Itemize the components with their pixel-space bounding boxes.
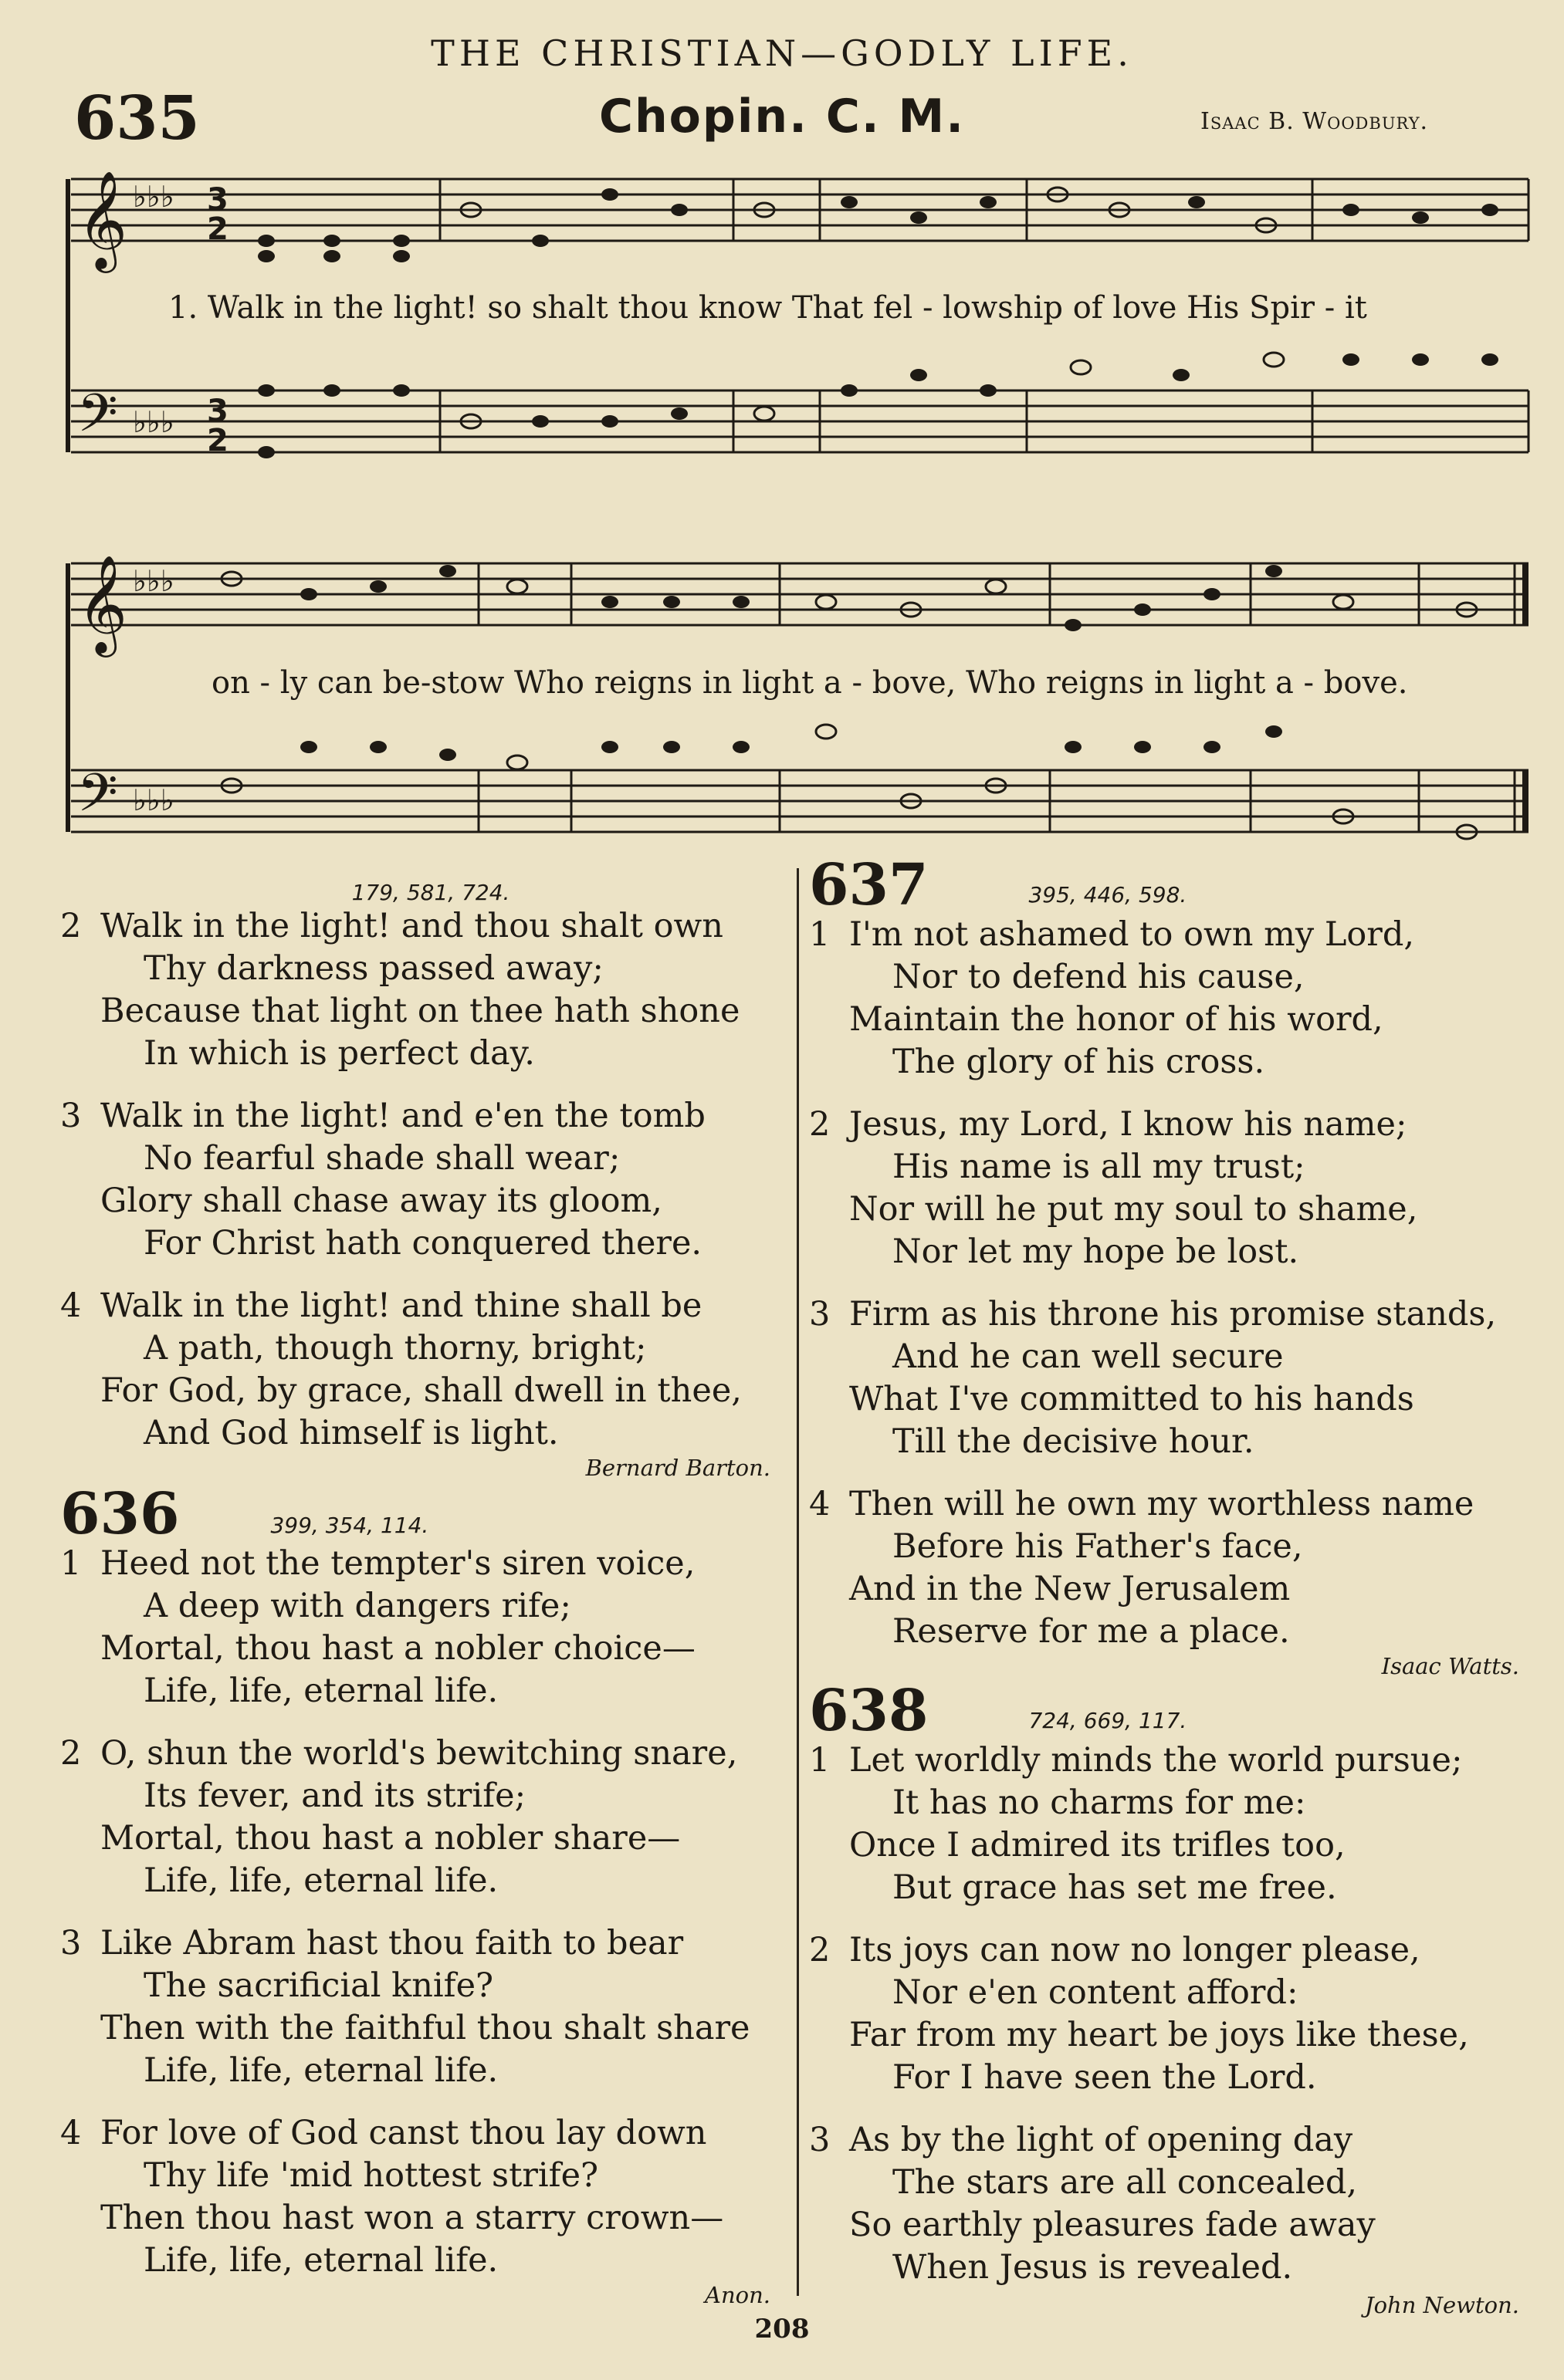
verse-line	[60, 1327, 770, 1370]
verse-line	[809, 1483, 1519, 1526]
verse-line	[809, 1611, 1519, 1653]
column-divider	[797, 868, 799, 2296]
verse-line	[809, 2119, 1519, 2162]
verse-number: 1	[809, 1741, 831, 1780]
verse-line	[60, 1628, 770, 1670]
verse-number: 3	[60, 1924, 82, 1962]
verse-text: Life, life, eternal life.	[144, 2051, 499, 2090]
verse-line	[809, 1824, 1519, 1867]
verse-text: A deep with dangers rife;	[144, 1587, 571, 1625]
verse-line	[809, 1231, 1519, 1273]
verse-text: Far from my heart be joys like these,	[849, 2016, 1469, 2054]
verse-text: Mortal, thou hast a nobler share—	[100, 1819, 681, 1858]
verse-number: 2	[60, 1734, 82, 1773]
svg-text:𝄞: 𝄞	[77, 554, 128, 653]
verse-text: Nor will he put my soul to shame,	[849, 1190, 1418, 1229]
verse-text: What I've committed to his hands	[849, 1380, 1414, 1418]
hymn-637-refs: 395, 446, 598.	[1028, 882, 1187, 908]
verse-line	[60, 2007, 770, 2050]
clefs	[77, 170, 229, 837]
page-number: 208	[754, 2314, 810, 2345]
music-lyrics-system-1: 1. Walk in the light! so shalt thou know That fel - lowship of love His Spir - it	[168, 290, 1367, 326]
svg-text:2: 2	[207, 211, 229, 247]
verse-text: Thy darkness passed away;	[144, 949, 604, 988]
verse-text: Jesus, my Lord, I know his name;	[849, 1105, 1407, 1144]
verse-line	[60, 1222, 770, 1265]
svg-text:𝄢: 𝄢	[77, 763, 118, 837]
verse-text: Maintain the honor of his word,	[849, 1000, 1383, 1039]
music-lyrics-system-2: on - ly can be-stow Who reigns in light a - bove, Who reigns in light a - bove.	[212, 665, 1408, 701]
verse-text: Like Abram hast thou faith to bear	[100, 1924, 684, 1962]
stanza	[809, 1104, 1519, 1273]
verse-line	[60, 1817, 770, 1860]
verse-line	[60, 1033, 770, 1075]
verse-line	[809, 1867, 1519, 1909]
verse-number: 3	[809, 2121, 831, 2159]
hymn-637-number: 637	[809, 852, 929, 918]
verse-line	[60, 2050, 770, 2092]
verse-text: His name is all my trust;	[892, 1148, 1305, 1186]
verse-text: As by the light of opening day	[849, 2121, 1353, 2159]
verse-line	[60, 1860, 770, 1902]
hymn-637-author: Isaac Watts.	[1381, 1653, 1519, 1679]
verse-line	[809, 1782, 1519, 1824]
verse-text: So earthly pleasures fade away	[849, 2206, 1376, 2244]
verse-line	[60, 990, 770, 1033]
verse-line	[809, 1739, 1519, 1782]
verse-text: Walk in the light! and thou shalt own	[100, 907, 723, 945]
verse-number: 2	[809, 1105, 831, 1144]
verse-number: 2	[60, 907, 82, 945]
verse-line	[809, 1293, 1519, 1336]
verse-text: A path, though thorny, bright;	[144, 1329, 647, 1367]
verse-line	[809, 1041, 1519, 1084]
verse-line	[809, 2014, 1519, 2057]
verse-text: For God, by grace, shall dwell in thee,	[100, 1371, 742, 1410]
verse-text: And God himself is light.	[144, 1414, 559, 1452]
stanza	[60, 2112, 770, 2282]
verse-number: 4	[60, 1286, 82, 1325]
svg-text:𝄢: 𝄢	[77, 384, 118, 457]
verse-line	[809, 914, 1519, 956]
verse-line	[60, 1138, 770, 1180]
stanza	[60, 1733, 770, 1902]
verse-text: Life, life, eternal life.	[144, 1672, 499, 1710]
hymn-635-refs: 179, 581, 724.	[351, 880, 510, 905]
hymn-636-header	[60, 1481, 770, 1547]
svg-text:𝄞: 𝄞	[77, 170, 128, 269]
verse-text: Walk in the light! and e'en the tomb	[100, 1097, 706, 1135]
verse-line	[809, 1146, 1519, 1188]
verse-line	[809, 1526, 1519, 1568]
verse-number: 2	[809, 1931, 831, 1969]
verse-line	[60, 1775, 770, 1817]
verse-text: Then will he own my worthless name	[849, 1485, 1474, 1523]
verse-line	[60, 2240, 770, 2282]
verse-number: 4	[809, 1485, 831, 1523]
tune-title: Chopin. C. M.	[598, 90, 966, 144]
music-score	[0, 0, 1564, 849]
verse-text: Mortal, thou hast a nobler choice—	[100, 1629, 696, 1668]
verse-text: The sacrificial knife?	[144, 1966, 494, 2005]
verse-text: Life, life, eternal life.	[144, 2241, 499, 2280]
svg-text:2: 2	[207, 423, 229, 458]
verse-text: Till the decisive hour.	[892, 1422, 1254, 1461]
verse-line	[809, 2246, 1519, 2289]
verse-line	[60, 1922, 770, 1965]
composer: Isaac B. Woodbury.	[1200, 108, 1429, 135]
hymn-638-header	[809, 1678, 1519, 1744]
verse-line	[60, 948, 770, 990]
verse-line	[809, 1421, 1519, 1463]
running-head: THE CHRISTIAN—GODLY LIFE.	[431, 32, 1133, 74]
verse-line	[809, 1929, 1519, 1972]
stanza	[60, 1095, 770, 1265]
verse-number: 3	[809, 1295, 831, 1334]
verse-text: Life, life, eternal life.	[144, 1861, 499, 1900]
verse-line	[809, 1972, 1519, 2014]
verse-text: Reserve for me a place.	[892, 1612, 1290, 1651]
verse-number: 3	[60, 1097, 82, 1135]
hymn-635-author: Bernard Barton.	[585, 1455, 770, 1481]
verse-line	[809, 2204, 1519, 2246]
stanza	[809, 1293, 1519, 1463]
verse-text: Heed not the tempter's siren voice,	[100, 1544, 696, 1583]
verse-line	[60, 1585, 770, 1628]
verse-line	[60, 2197, 770, 2240]
verse-text: It has no charms for me:	[892, 1783, 1306, 1822]
verse-line	[60, 2112, 770, 2155]
verse-text: When Jesus is revealed.	[892, 2248, 1293, 2287]
verse-line	[60, 1412, 770, 1455]
verse-line	[60, 1285, 770, 1327]
hymn-636-verses	[60, 1543, 770, 2282]
verse-text: But grace has set me free.	[892, 1868, 1337, 1907]
verse-text: And he can well secure	[892, 1337, 1284, 1376]
verse-line	[60, 1670, 770, 1712]
verse-number: 4	[60, 2114, 82, 2152]
stanza	[809, 1483, 1519, 1653]
verse-text: Then thou hast won a starry crown—	[100, 2199, 724, 2237]
stanza	[809, 1739, 1519, 1909]
stanza	[809, 2119, 1519, 2289]
verse-text: In which is perfect day.	[144, 1034, 535, 1073]
verse-text: The stars are all concealed,	[892, 2163, 1358, 2202]
verse-line	[809, 1336, 1519, 1378]
svg-text:♭♭♭: ♭♭♭	[133, 564, 174, 598]
verse-text: For Christ hath conquered there.	[144, 1224, 702, 1263]
stanza	[60, 905, 770, 1075]
verse-line	[60, 1543, 770, 1585]
verse-line	[809, 1188, 1519, 1231]
noteheads	[222, 188, 1498, 839]
verse-line	[809, 1568, 1519, 1611]
verse-line	[809, 999, 1519, 1041]
verse-line	[60, 2155, 770, 2197]
hymn-636-author: Anon.	[705, 2282, 770, 2308]
stanza	[809, 914, 1519, 1084]
hymn-638-number: 638	[809, 1678, 929, 1744]
verse-text: O, shun the world's bewitching snare,	[100, 1734, 738, 1773]
stanza	[809, 1929, 1519, 2099]
hymn-636-refs: 399, 354, 114.	[270, 1513, 429, 1538]
verse-text: I'm not ashamed to own my Lord,	[849, 915, 1415, 954]
hymn-638-refs: 724, 669, 117.	[1028, 1708, 1187, 1733]
verse-text: Glory shall chase away its gloom,	[100, 1182, 662, 1220]
stanza	[60, 1285, 770, 1455]
verse-text: Once I admired its trifles too,	[849, 1826, 1346, 1864]
hymn-635-verses	[60, 905, 770, 1455]
verse-text: For I have seen the Lord.	[892, 2058, 1317, 2097]
verse-text: Firm as his throne his promise stands,	[849, 1295, 1497, 1334]
verse-line	[60, 1733, 770, 1775]
svg-text:♭♭♭: ♭♭♭	[133, 783, 174, 817]
stanza	[60, 1922, 770, 2092]
left-column	[60, 880, 770, 2308]
verse-line	[809, 956, 1519, 999]
verse-text: Nor to defend his cause,	[892, 958, 1305, 996]
verse-line	[809, 2057, 1519, 2099]
verse-text: Thy life 'mid hottest strife?	[144, 2156, 599, 2195]
svg-text:3: 3	[207, 182, 229, 218]
verse-text: No fearful shade shall wear;	[144, 1139, 621, 1178]
tune-number: 635	[74, 83, 200, 154]
verse-number: 1	[809, 915, 831, 954]
verse-text: Its fever, and its strife;	[144, 1777, 526, 1815]
hymn-638-verses	[809, 1739, 1519, 2289]
score-lines	[68, 179, 1528, 832]
verse-text: Let worldly minds the world pursue;	[849, 1741, 1463, 1780]
stanza	[60, 1543, 770, 1712]
verse-line	[809, 1104, 1519, 1146]
verse-number: 1	[60, 1544, 82, 1583]
verse-text: For love of God canst thou lay down	[100, 2114, 707, 2152]
hymn-638-author: John Newton.	[1364, 2292, 1519, 2318]
right-column	[809, 852, 1519, 2318]
verse-line	[809, 1378, 1519, 1421]
verse-text: And in the New Jerusalem	[849, 1570, 1291, 1608]
verse-line	[60, 905, 770, 948]
verse-text: Before his Father's face,	[892, 1527, 1303, 1566]
verse-line	[809, 2162, 1519, 2204]
hymn-637-verses	[809, 914, 1519, 1653]
verse-text: Because that light on thee hath shone	[100, 992, 740, 1030]
verse-line	[60, 1965, 770, 2007]
svg-text:♭♭♭: ♭♭♭	[133, 405, 174, 439]
hymn-637-header	[809, 852, 1519, 918]
svg-text:♭♭♭: ♭♭♭	[133, 180, 174, 214]
verse-text: Nor let my hope be lost.	[892, 1232, 1299, 1271]
verse-text: Its joys can now no longer please,	[849, 1931, 1420, 1969]
verse-line	[60, 1180, 770, 1222]
verse-line	[60, 1095, 770, 1138]
verse-text: Then with the faithful thou shalt share	[100, 2009, 750, 2047]
verse-line	[60, 1370, 770, 1412]
verse-text: The glory of his cross.	[892, 1043, 1265, 1081]
svg-text:3: 3	[207, 394, 229, 429]
verse-text: Nor e'en content afford:	[892, 1973, 1298, 2012]
verse-text: Walk in the light! and thine shall be	[100, 1286, 702, 1325]
hymn-636-number: 636	[60, 1481, 180, 1547]
